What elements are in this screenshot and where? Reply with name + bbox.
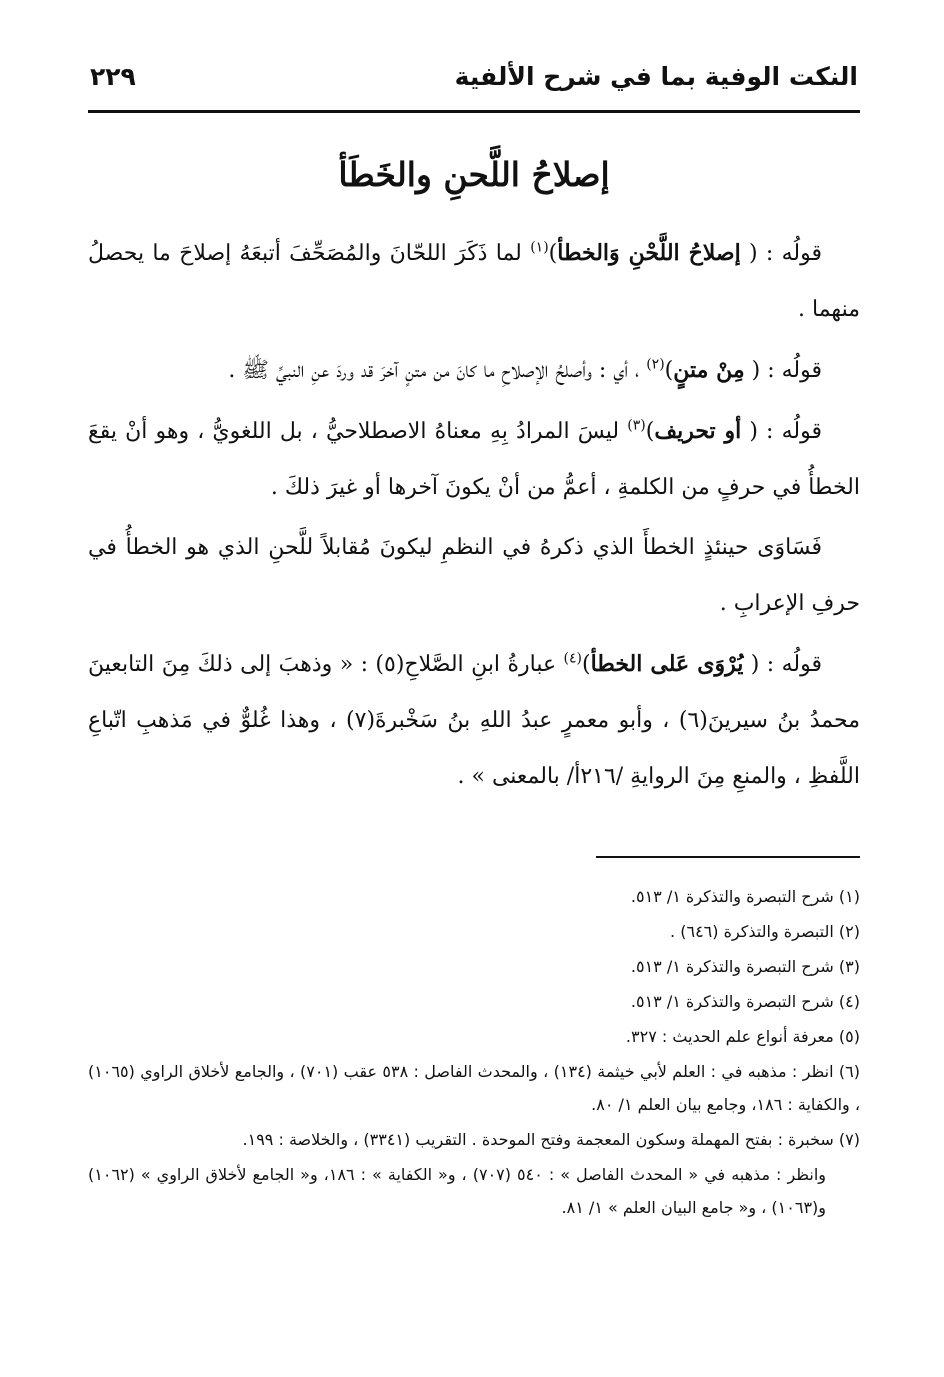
- paragraph-close: ): [548, 241, 558, 266]
- paragraph-close: ): [664, 358, 674, 383]
- main-text: [88, 225, 860, 809]
- footnote-item: (٢) التبصرة والتذكرة (٦٤٦) .: [670, 922, 860, 941]
- footnote-item: (٥) معرفة أنواع علم الحديث : ٣٢٧.: [625, 1027, 860, 1046]
- footnote-item: (٧) سخبرة : بفتح المهملة وسكون المعجمة وفتح الموحدة . التقريب (٣٣٤١) ، والخلاصة : ١٩٩.: [242, 1130, 860, 1149]
- paragraph-tahrif: [88, 403, 860, 516]
- footnote-item: (٣) شرح التبصرة والتذكرة ١/ ٥١٣.: [630, 957, 860, 976]
- quoted-phrase: يُرْوَى عَلى الخطأ: [590, 651, 744, 677]
- running-header-title: النكت الوفية بما في شرح الألفية: [454, 62, 858, 91]
- paragraph-rest: لما ذَكَرَ اللحّانَ والمُصَحِّفَ أتبعَهُ إصلاحَ ما يحصلُ منهما .: [88, 241, 860, 322]
- footnote-ref: (٤): [563, 650, 582, 667]
- paragraph-lead: قولُه : (: [749, 241, 822, 266]
- footnote-ref: (٢): [646, 356, 665, 373]
- header-divider: [88, 110, 860, 113]
- paragraph-lead: قولُه : (: [750, 652, 823, 677]
- page-number: ٢٢٩: [90, 62, 136, 91]
- paragraph-lead: قولُه : (: [749, 419, 822, 444]
- paragraph-close: ): [581, 652, 591, 677]
- paragraph-min-matn: [88, 342, 860, 399]
- footnotes: [88, 880, 860, 1226]
- paragraph-rest: ليسَ المرادُ بِهِ معناهُ الاصطلاحيُّ ، بل اللغويُّ ، وهو أنْ يقعَ الخطأُ في حرفٍ من الكلمةِ ، أعمُّ من أنْ يكونَ آخرها أو غيرَ ذلكَ .: [88, 419, 860, 500]
- paragraph-lead: قولُه : (: [751, 358, 822, 383]
- footnote-item: (١) شرح التبصرة والتذكرة ١/ ٥١٣.: [630, 887, 860, 906]
- paragraph-islah: [88, 225, 860, 338]
- footnote-item: (٤) شرح التبصرة والتذكرة ١/ ٥١٣.: [630, 992, 860, 1011]
- chapter-title: إصلاحُ اللَّحنِ والخَطَأ: [338, 155, 610, 194]
- paragraph-rest: فَسَاوَى حينئذٍ الخطأَ الذي ذكرهُ في النظمِ ليكونَ مُقابلاً للَّحنِ الذي هو الخطأُ في حرفِ الإعرابِ .: [88, 535, 860, 616]
- quoted-phrase: مِنْ متنٍ: [673, 357, 745, 383]
- quoted-phrase: أو تحريف: [654, 418, 742, 444]
- footnote-continuation: وانظر : مذهبه في « المحدث الفاصل » : ٥٤٠ (٧٠٧) ، و« الكفاية » : ١٨٦، و« الجامع لأخلاق الراوي » (١٠٦٢) و(١٠٦٣) ، و« جامع البيان العلم » ١/ ٨١.: [88, 1165, 827, 1217]
- paragraph-rest: ، أي : وأصلحُ الإصلاحِ ما كانَ من متنٍ آخرَ قد وردَ عنِ النبيِّ ﷺ .: [228, 358, 647, 383]
- paragraph-close: ): [645, 419, 655, 444]
- paragraph-rest: عبارةُ ابنِ الصَّلاحِ(٥) : « وذهبَ إلى ذلكَ مِنَ التابعينَ محمدُ بنُ سيرينَ(٦) ، وأبو معمرٍ عبدُ اللهِ بنُ سَخْبرةَ(٧) ، وهذا غُلوٌّ في مَذهبِ اتّباعِ اللَّفظِ ، والمنعِ مِنَ الروايةِ /٢١٦أ/ بالمعنى » .: [88, 652, 860, 789]
- footnote-ref: (١): [530, 239, 549, 256]
- paragraph-yurwa: [88, 636, 860, 805]
- footnote-ref: (٣): [627, 417, 646, 434]
- footnote-item: (٦) انظر : مذهبه في : العلم لأبي خيثمة (١٣٤) ، والمحدث الفاصل : ٥٣٨ عقب (٧٠١) ، والجامع لأخلاق الراوي (١٠٦٥) ، والكفاية : ١٨٦، وجامع بيان العلم ١/ ٨٠.: [88, 1062, 860, 1114]
- paragraph-fasawa: [88, 520, 860, 632]
- footnote-divider: [596, 856, 860, 858]
- quoted-phrase: إصلاحُ اللَّحْنِ وَالخطأ: [557, 240, 741, 266]
